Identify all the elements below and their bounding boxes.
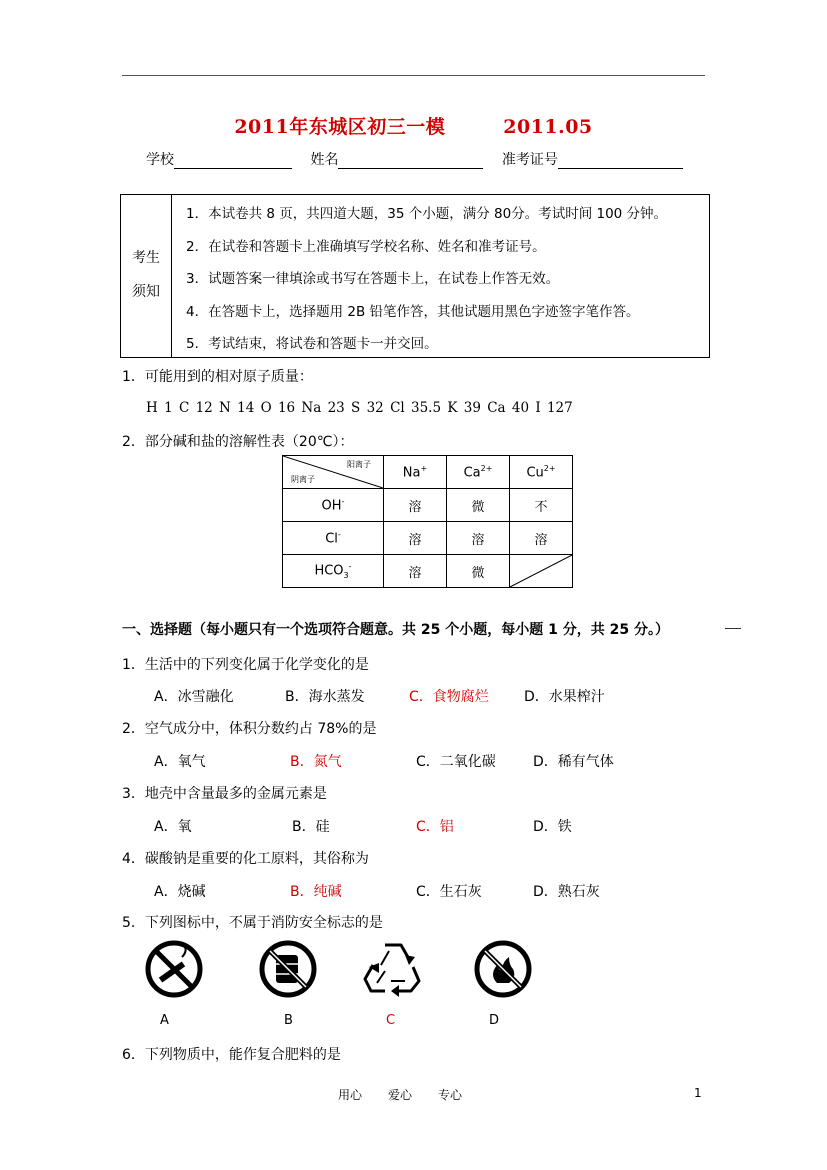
anion-header: Cl- bbox=[283, 522, 384, 555]
notice-label-line2: 须知 bbox=[132, 284, 160, 300]
cation-header: $Ca^{2+}$ bbox=[447, 456, 510, 489]
question-options bbox=[0, 751, 827, 771]
section-heading: 一、选择题（每小题只有一个选项符合题意。共 25 个小题，每小题 1 分，共 25 分。） bbox=[122, 622, 669, 638]
notice-items bbox=[186, 204, 667, 367]
school-field[interactable] bbox=[174, 152, 292, 169]
corner-cation-label: 阳离子 bbox=[347, 460, 371, 469]
solubility-cell: 微 bbox=[447, 555, 510, 588]
option-answer[interactable]: C．铝 bbox=[416, 819, 454, 835]
exam-id-field[interactable] bbox=[558, 152, 683, 169]
option-answer[interactable]: C．食物腐烂 bbox=[409, 689, 489, 705]
option[interactable]: B．海水蒸发 bbox=[285, 689, 365, 705]
question-stem: 2．空气成分中，体积分数约占 78%的是 bbox=[122, 721, 377, 737]
cell-diagonal-line bbox=[510, 555, 572, 587]
solubility-cell: 溶 bbox=[384, 489, 447, 522]
solubility-table bbox=[282, 455, 573, 588]
margin-dash bbox=[725, 628, 741, 629]
option[interactable]: A．氧气 bbox=[154, 754, 206, 770]
exam-notice-box bbox=[120, 194, 710, 358]
cation-header: $Cu^{2+}$ bbox=[510, 456, 573, 489]
question-options bbox=[0, 686, 827, 706]
notice-label-cell bbox=[121, 195, 172, 357]
notice-item: 4．在答题卡上，选择题用 2B 铅笔作答，其他试题用黑色字迹签字笔作答。 bbox=[186, 303, 640, 320]
solubility-title: 2．部分碱和盐的溶解性表（20℃）： bbox=[122, 434, 354, 450]
no-fire-icon[interactable] bbox=[473, 939, 533, 999]
no-smoking-icon[interactable] bbox=[144, 939, 204, 999]
option[interactable]: C．生石灰 bbox=[416, 884, 482, 900]
atomic-mass-title: 1．可能用到的相对原子质量： bbox=[122, 369, 313, 385]
question-stem: 5．下列图标中，不属于消防安全标志的是 bbox=[122, 915, 383, 931]
footer-motto: 爱心 bbox=[388, 1088, 413, 1102]
corner-anion-label: 阴离子 bbox=[291, 475, 315, 484]
exam-date: 2011.05 bbox=[503, 116, 593, 138]
footer-mottos bbox=[338, 1086, 488, 1103]
exam-title bbox=[0, 112, 827, 139]
option[interactable]: A．氧 bbox=[154, 819, 192, 835]
exam-id-label: 准考证号 bbox=[501, 152, 558, 168]
no-fuel-barrel-icon[interactable] bbox=[258, 939, 318, 999]
solubility-cell: 溶 bbox=[447, 522, 510, 555]
option[interactable]: B．硅 bbox=[292, 819, 330, 835]
question-stem: 1．生活中的下列变化属于化学变化的是 bbox=[122, 657, 369, 673]
option-answer[interactable]: B．氮气 bbox=[290, 754, 342, 770]
cation-header: Na+ bbox=[384, 456, 447, 489]
recycle-icon[interactable] bbox=[361, 937, 425, 997]
footer-motto: 专心 bbox=[438, 1088, 463, 1102]
option[interactable]: D．铁 bbox=[533, 819, 572, 835]
anion-header: $HCO_3^-$ bbox=[283, 555, 384, 588]
question-stem: 4．碳酸钠是重要的化工原料，其俗称为 bbox=[122, 851, 369, 867]
table-row bbox=[283, 522, 573, 555]
question-options bbox=[0, 816, 827, 836]
atomic-mass-values: H 1 C 12 N 14 O 16 Na 23 S 32 Cl 35.5 K 39 Ca 40 I 127 bbox=[146, 400, 573, 416]
table-row bbox=[283, 555, 573, 588]
notice-label-line1: 考生 bbox=[132, 250, 160, 266]
notice-item: 2．在试卷和答题卡上准确填写学校名称、姓名和准考证号。 bbox=[186, 238, 546, 255]
solubility-cell: 溶 bbox=[384, 555, 447, 588]
footer-motto: 用心 bbox=[338, 1088, 363, 1102]
sign-label: A bbox=[160, 1013, 169, 1028]
notice-item: 3．试题答案一律填涂或书写在答题卡上，在试卷上作答无效。 bbox=[186, 271, 560, 287]
option[interactable]: A．冰雪融化 bbox=[154, 689, 234, 705]
header-rule bbox=[122, 75, 705, 76]
solubility-cell: 不 bbox=[510, 489, 573, 522]
option[interactable]: D．熟石灰 bbox=[533, 884, 600, 900]
question-options bbox=[0, 881, 827, 901]
name-field[interactable] bbox=[338, 152, 483, 169]
solubility-cell: 溶 bbox=[384, 522, 447, 555]
option[interactable]: D．水果榨汁 bbox=[524, 689, 605, 705]
table-row bbox=[283, 489, 573, 522]
question-stem: 3．地壳中含量最多的金属元素是 bbox=[122, 786, 327, 802]
option[interactable]: C．二氧化碳 bbox=[416, 754, 496, 770]
school-label: 学校 bbox=[146, 152, 174, 168]
notice-item: 1．本试卷共 8 页，共四道大题，35 个小题，满分 80分。考试时间 100 分钟。 bbox=[186, 206, 668, 222]
name-label: 姓名 bbox=[310, 152, 339, 168]
empty-diagonal-cell bbox=[510, 555, 573, 588]
option[interactable]: A．烧碱 bbox=[154, 884, 206, 900]
notice-item: 5．考试结束，将试卷和答题卡一并交回。 bbox=[186, 336, 438, 352]
sign-label-answer: C bbox=[386, 1013, 396, 1028]
sign-label: B bbox=[284, 1013, 293, 1028]
student-info-fields bbox=[146, 149, 683, 169]
page-number: 1 bbox=[694, 1086, 702, 1100]
table-corner-cell bbox=[283, 456, 384, 489]
exam-title-text: 2011年东城区初三一模 bbox=[234, 116, 446, 138]
solubility-cell: 溶 bbox=[510, 522, 573, 555]
sign-label: D bbox=[489, 1013, 500, 1028]
option-answer[interactable]: B．纯碱 bbox=[290, 884, 342, 900]
question-stem: 6．下列物质中，能作复合肥料的是 bbox=[122, 1047, 341, 1063]
solubility-cell: 微 bbox=[447, 489, 510, 522]
option[interactable]: D．稀有气体 bbox=[533, 754, 614, 770]
anion-header: OH- bbox=[283, 489, 384, 522]
